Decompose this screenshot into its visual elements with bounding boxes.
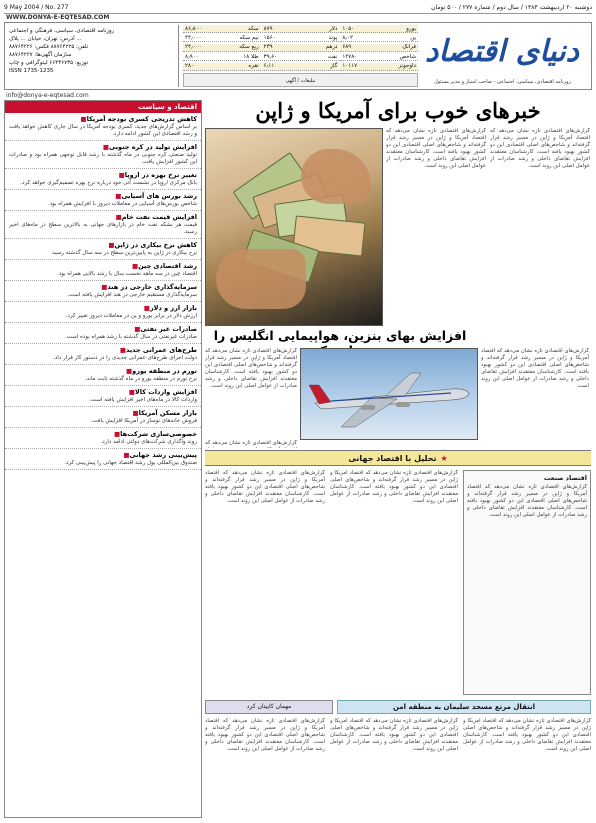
article-column: گزارش‌های اقتصادی تازه نشان می‌دهد که اقتصاد آمریکا و ژاپن در مسیر رشد قرار گرفته‌اند و شاخص‌های اصلی اقتصادی این دو کشور بهبود یافته است. کارشناسان معتقدند افزایش تقاضای داخلی و رشد صادرات از عوامل اصلی این روند است. (386, 128, 486, 169)
ticker-value: ۸۶٫۸۰۰ (185, 25, 202, 32)
ticker-row (262, 63, 340, 71)
news-title: ■ کاهش نرخ بیکاری در ژاپن (9, 241, 197, 249)
ticker-label: ین (410, 34, 416, 41)
news-body: روند واگذاری شرکت‌های دولتی ادامه دارد. (100, 439, 197, 445)
news-body: صندوق بین‌المللی پول رشد اقتصاد جهانی را پیش‌بینی کرد. (64, 460, 197, 466)
airplane-illustration (301, 349, 478, 440)
info-line: تلفن: ۸۸۷۶۴۲۲۵ فکس: ۸۸۷۶۴۲۲۶ (9, 44, 89, 50)
ticker-value: ۸٫۹۰۰ (185, 53, 199, 60)
money-photo (205, 128, 383, 326)
news-item[interactable] (5, 323, 201, 344)
news-body: صادرات غیرنفتی در سال گذشته با رشد همراه بوده است. (65, 334, 197, 340)
ticker-value: ۱۲۷۸۰ (342, 53, 358, 60)
news-body: واردات کالا در ماه‌های اخیر افزایش یافته است. (89, 397, 197, 403)
section-banner (205, 450, 591, 466)
article-column: گزارش‌های اقتصادی تازه نشان می‌دهد که اقتصاد آمریکا و ژاپن در مسیر رشد قرار گرفته‌اند و شاخص‌های اصلی اقتصادی این دو کشور بهبود یافته است. کارشناسان معتقدند افزایش تقاضای داخلی و رشد صادرات از عوامل اصلی این روند است. (205, 718, 325, 752)
left-column-heading: اقتصاد و سیاست (5, 101, 201, 113)
bottom-banner (205, 700, 591, 714)
ticker-label: سکه (248, 25, 259, 32)
news-item[interactable] (5, 344, 201, 365)
article-column: گزارش‌های اقتصادی تازه نشان می‌دهد که اقتصاد آمریکا و ژاپن در مسیر رشد قرار گرفته‌اند و شاخص‌های اصلی اقتصادی این دو کشور بهبود یافته است. کارشناسان معتقدند افزایش تقاضای داخلی و رشد صادرات از عوامل اصلی این روند است. (330, 718, 458, 752)
sub-headline: افزایش بهای بنزین، هواپیمایی انگلیس را (213, 328, 467, 343)
issue-info: 9 May 2004 / No. 277 (4, 4, 69, 11)
ticker-label: درهم (325, 44, 338, 51)
news-item[interactable] (5, 281, 201, 302)
ticker-row (183, 44, 261, 52)
ticker-row (183, 63, 261, 71)
issue-date: دوشنبه ۲۰ اردیبهشت ۱۳۸۳ / سال دوم / شماره ۲۷۷ / ۵۰۰ تومان (431, 4, 592, 11)
email-address[interactable]: info@donya-e-eqtesad.com (6, 92, 89, 99)
news-item[interactable] (5, 169, 201, 190)
article-column: گزارش‌های اقتصادی تازه نشان می‌دهد که اقتصاد آمریکا و ژاپن در مسیر رشد قرار گرفته‌اند و شاخص‌های اصلی اقتصادی این دو کشور بهبود یافته است. کارشناسان معتقدند افزایش تقاضای داخلی و رشد صادرات از عوامل اصلی این روند است. (330, 470, 458, 504)
news-title: ■ افزایش تولید در کره جنوبی (9, 143, 197, 151)
info-line: آدرس: تهران، خیابان ... پلاک ... (9, 36, 82, 42)
article-column: گزارش‌های اقتصادی تازه نشان می‌دهد که اقتصاد آمریکا و ژاپن در مسیر رشد قرار گرفته‌اند و شاخص‌های اصلی اقتصادی این دو کشور بهبود یافته است. کارشناسان معتقدند افزایش تقاضای داخلی و رشد صادرات از عوامل اصلی این روند است. (205, 470, 325, 504)
ticker-label: یورو (406, 25, 416, 32)
section-title: تحلیل با اقتصاد جهانی (348, 454, 437, 463)
ticker-label: نیم سکه (239, 34, 259, 41)
ticker-value: ۳۹٫۶۰ (263, 53, 278, 60)
info-line: روزنامه اقتصادی، سیاسی، فرهنگی و اجتماعی (9, 28, 115, 34)
airplane-photo (300, 348, 478, 440)
website-url[interactable]: WWW.DONYA-E-EQTESAD.COM (6, 14, 110, 21)
ticker-value: ۸٫۰۲ (342, 34, 353, 41)
news-title: ■ افزایش قیمت نفت خام (9, 213, 197, 221)
ticker-value: ۸۷۹ (263, 25, 273, 32)
news-title: ■ تغییر نرخ بهره در اروپا (9, 171, 197, 179)
info-line: ISSN 1735-1235 (9, 68, 54, 74)
hand-shape (216, 249, 306, 309)
news-title: ■ طرح‌های عمرانی جدید (9, 346, 197, 354)
ticker-label: دلار (329, 25, 338, 32)
ticker-row (262, 53, 340, 61)
ticker-row (340, 53, 418, 61)
ticker-label: نقره (248, 63, 259, 70)
article-column: گزارش‌های اقتصادی تازه نشان می‌دهد که اقتصاد آمریکا و ژاپن در مسیر رشد قرار گرفته‌اند و شاخص‌های اصلی اقتصادی این دو کشور بهبود یافته است. کارشناسان معتقدند افزایش تقاضای داخلی و رشد صادرات از عوامل اصلی این روند است. (463, 718, 591, 752)
side-box-text: گزارش‌های اقتصادی تازه نشان می‌دهد که اقتصاد آمریکا و ژاپن در مسیر رشد قرار گرفته‌اند و شاخص‌های اصلی اقتصادی این دو کشور بهبود یافته است. کارشناسان معتقدند افزایش تقاضای داخلی و رشد صادرات از عوامل اصلی این روند است. (467, 484, 587, 518)
market-ticker (183, 25, 418, 71)
news-title: ■ رشد اقتصادی چین (9, 262, 197, 270)
left-news-column (4, 100, 202, 818)
article-column: گزارش‌های اقتصادی تازه نشان می‌دهد که (205, 440, 297, 446)
ticker-row (262, 25, 340, 33)
main-headline: خبرهای خوب برای آمریکا و ژاپن (255, 98, 541, 123)
ticker-row (183, 34, 261, 42)
news-body: سرمایه‌گذاری مستقیم خارجی در هند افزایش یافته است. (67, 292, 197, 298)
masthead-ad[interactable]: تبلیغات / آگهی (183, 73, 418, 87)
news-item[interactable] (5, 428, 201, 449)
news-title: ■ سرمایه‌گذاری خارجی در هند (9, 283, 197, 291)
news-item[interactable] (5, 141, 201, 169)
news-title: ■ افزایش واردات کالا (9, 388, 197, 396)
news-title: ■ صادرات غیر نفتی (9, 325, 197, 333)
ticker-row (183, 53, 261, 61)
news-item[interactable] (5, 211, 201, 239)
info-line: سازمان آگهی‌ها: ۸۸۷۶۴۲۲۷ (9, 52, 72, 58)
news-body: فروش خانه‌های نوساز در آمریکا افزایش یافت. (90, 418, 197, 424)
news-title: ■ پیش‌بینی رشد جهانی (9, 451, 197, 459)
news-body: بر اساس گزارش‌های جدید، کسری بودجه آمریکا در سال جاری کاهش خواهد یافت و رشد اقتصادی این کشور ادامه دارد. (9, 124, 197, 137)
news-body: تولید صنعتی کره جنوبی در ماه گذشته با رشد قابل توجهی همراه بود و صادرات این کشور افزایش یافت. (9, 152, 197, 165)
news-item[interactable] (5, 386, 201, 407)
news-title: ■ بازار مسکن آمریکا (9, 409, 197, 417)
masthead (4, 22, 592, 90)
news-title: ■ کاهش تدریجی کسری بودجه آمریکا (9, 115, 197, 123)
news-body: قیمت هر بشکه نفت خام در بازارهای جهانی به بالاترین سطح در ماه‌های اخیر رسید. (9, 222, 197, 235)
ticker-value: ۱۰۱۱۷ (342, 63, 358, 70)
masthead-info-box (7, 25, 179, 87)
ticker-label: شاخص (399, 53, 416, 60)
article-column: گزارش‌های اقتصادی تازه نشان می‌دهد که اقتصاد آمریکا و ژاپن در مسیر رشد قرار گرفته‌اند و شاخص‌های اصلی اقتصادی این دو کشور بهبود یافته است. کارشناسان معتقدند افزایش تقاضای داخلی و رشد صادرات از عوامل اصلی این روند است. (481, 348, 589, 389)
ticker-row (340, 25, 418, 33)
news-title: ■ بازار ارز و دلار (9, 304, 197, 312)
ticker-row (262, 44, 340, 52)
news-body: نرخ تورم در منطقه یورو در ماه گذشته ثابت ماند. (84, 376, 197, 382)
ticker-value: ۶۸۹ (342, 44, 352, 51)
ticker-row (340, 44, 418, 52)
logo-text: دنیای اقتصاد (424, 33, 580, 69)
newspaper-logo (417, 27, 587, 75)
ticker-label: پوند (328, 34, 338, 41)
ticker-label: فرانک (402, 44, 416, 51)
news-item[interactable] (5, 190, 201, 211)
article-column: گزارش‌های اقتصادی تازه نشان می‌دهد که اقتصاد آمریکا و ژاپن در مسیر رشد قرار گرفته‌اند و شاخص‌های اصلی اقتصادی این دو کشور بهبود یافته است. کارشناسان معتقدند افزایش تقاضای داخلی و رشد صادرات از عوامل اصلی این روند است. (490, 128, 590, 169)
news-item[interactable] (5, 407, 201, 428)
info-line: توزیع: ۶۶۴۳۶۷۳۵ لیتوگرافی و چاپ (9, 60, 89, 66)
ticker-label: گاز (330, 63, 338, 70)
news-title: ■ تورم در منطقه یورو (9, 367, 197, 375)
ticker-row (262, 34, 340, 42)
ticker-value: ۶٫۱۱ (263, 63, 275, 70)
news-body: دولت اجرای طرح‌های عمرانی جدیدی را در دستور کار قرار داد. (53, 355, 197, 361)
news-item[interactable] (5, 260, 201, 281)
ticker-row (183, 25, 261, 33)
ticker-label: ربع سکه (239, 44, 259, 51)
ticker-value: ۲۳۹ (263, 44, 273, 51)
ticker-value: ۱۰۵۰ (342, 25, 355, 32)
ticker-value: ۲۸۰ (185, 63, 194, 70)
side-box-title: اقتصاد صنعت (543, 474, 587, 482)
star-icon: ★ (440, 454, 448, 463)
bottom-left-label: انتقال مرتع مسجد سلیمان به منطقه امن (337, 700, 591, 714)
bottom-right-label: مهمان کاپیتان کرد (205, 700, 333, 714)
news-body: ارزش دلار در برابر یورو و ین در معاملات دیروز تغییر کرد. (65, 313, 197, 319)
ticker-label: طلا ۱۸ (243, 53, 259, 60)
ticker-value: ۱۵۶۰ (263, 34, 276, 41)
news-item[interactable] (5, 113, 201, 141)
ticker-value: ۲۴٫۰۰۰ (185, 44, 202, 51)
news-title: ■ خصوصی‌سازی شرکت‌ها (9, 430, 197, 438)
news-item[interactable] (5, 365, 201, 386)
news-item[interactable] (5, 239, 201, 260)
news-item[interactable] (5, 302, 201, 323)
logo-subtitle: روزنامه اقتصادی، سیاسی، اجتماعی - صاحب امتیاز و مدیر مسئول (434, 79, 571, 85)
news-item[interactable] (5, 449, 201, 470)
news-body: شاخص بورس‌های آسیایی در معاملات دیروز با افزایش همراه بود. (47, 201, 197, 207)
news-body: اقتصاد چین در سه ماهه نخست سال با رشد بالایی همراه بود. (57, 271, 197, 277)
news-body: بانک مرکزی اروپا در نشست آتی خود درباره نرخ بهره تصمیم‌گیری خواهد کرد. (20, 180, 197, 186)
ticker-row (340, 34, 418, 42)
news-body: نرخ بیکاری در ژاپن به پایین‌ترین سطح در سه سال گذشته رسید. (50, 250, 197, 256)
news-list (5, 113, 201, 470)
ticker-label: داوجونز (398, 63, 416, 70)
side-box (463, 470, 591, 695)
ticker-row (340, 63, 418, 71)
article-column: گزارش‌های اقتصادی تازه نشان می‌دهد که اقتصاد آمریکا و ژاپن در مسیر رشد قرار گرفته‌اند و شاخص‌های اصلی اقتصادی این دو کشور بهبود یافته است. کارشناسان معتقدند افزایش تقاضای داخلی و رشد صادرات از عوامل اصلی این روند است. (205, 348, 297, 389)
ticker-label: نفت (327, 53, 338, 60)
top-bar (4, 2, 592, 14)
ticker-value: ۴۴٫۰۰۰ (185, 34, 202, 41)
hand-shape (301, 149, 371, 204)
news-title: ■ رشد بورس های آسیایی (9, 192, 197, 200)
